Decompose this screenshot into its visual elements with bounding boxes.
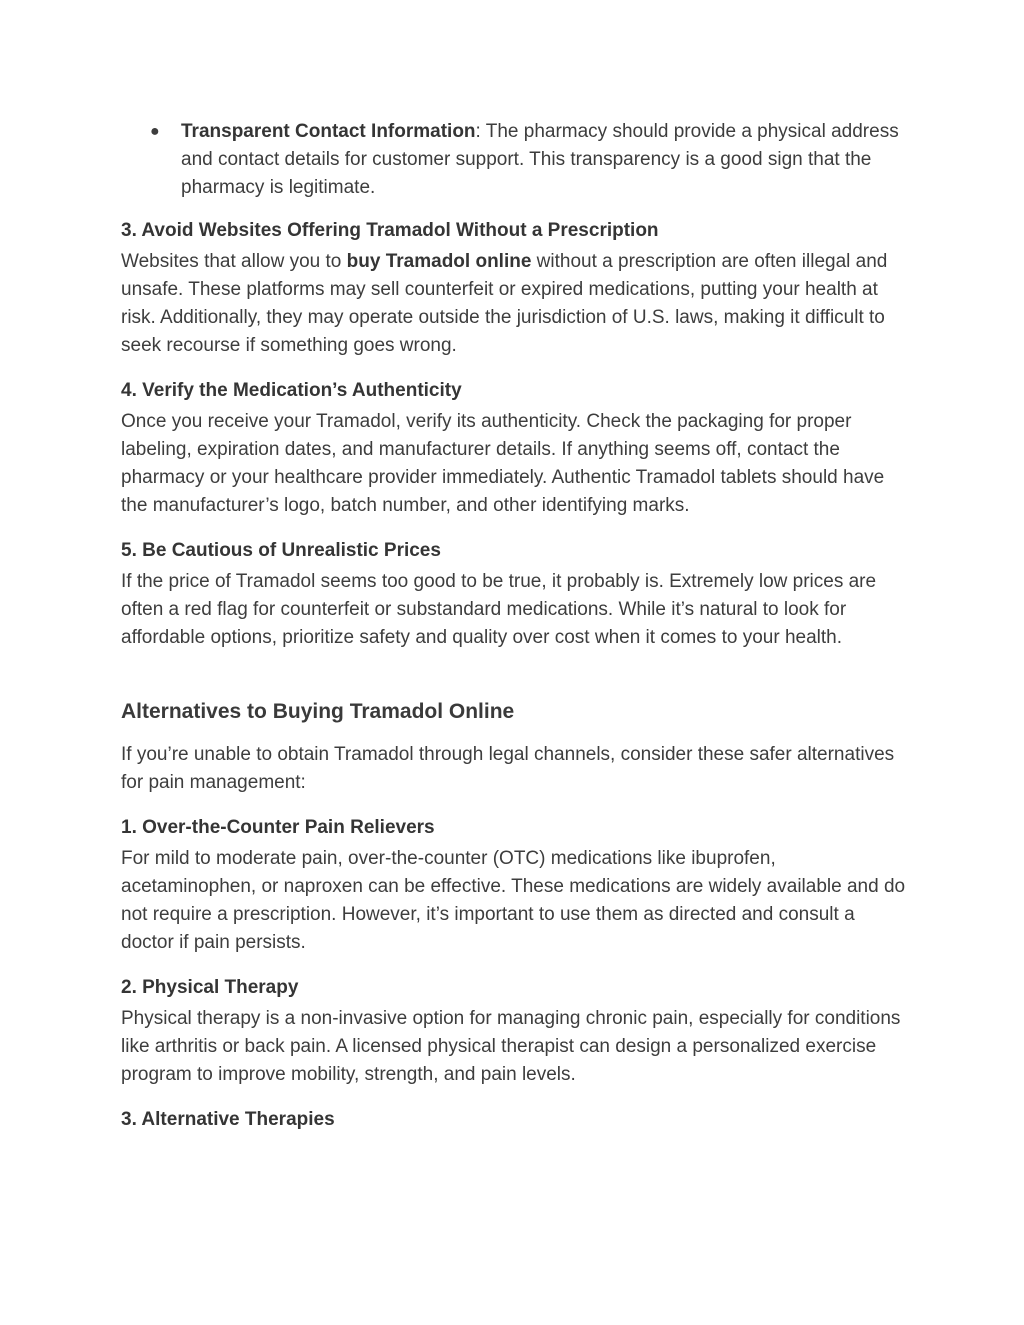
- list-item: [121, 118, 911, 202]
- bullet-term: Transparent Contact Information: [181, 121, 476, 142]
- tip-3-bold-phrase: buy Tramadol online: [346, 251, 532, 272]
- alternative-heading-physical-therapy: 2. Physical Therapy: [121, 977, 299, 998]
- bullet-icon: ●: [150, 123, 160, 140]
- paragraph-tip-4: Once you receive your Tramadol, verify its authenticity. Check the packaging for proper labeling, expiration dates, and manufacturer details. If anything seems off, contact the pharmacy or your healthcare provider immediately. Authentic Tramadol tablets should have the manufacturer’s logo, batch number, and other identifying marks.: [121, 411, 885, 516]
- section-heading-tip-5: 5. Be Cautious of Unrealistic Prices: [121, 540, 441, 561]
- tip-3-text-before: Websites that allow you to: [121, 251, 347, 272]
- section-heading-tip-4: 4. Verify the Medication’s Authenticity: [121, 380, 462, 401]
- paragraph-tip-3: [121, 248, 911, 360]
- paragraph-tip-5: If the price of Tramadol seems too good to be true, it probably is. Extremely low prices are often a red flag for counterfeit or substandard medications. While it’s natural to look for affordable options, prioritize safety and quality over cost when it comes to your health.: [121, 571, 877, 648]
- alternative-heading-therapies: 3. Alternative Therapies: [121, 1109, 335, 1130]
- alternatives-intro: If you’re unable to obtain Tramadol through legal channels, consider these safer alternatives for pain management:: [121, 744, 895, 793]
- alternative-paragraph-otc: For mild to moderate pain, over-the-counter (OTC) medications like ibuprofen, acetaminophen, or naproxen can be effective. These medications are widely available and do not require a prescription. However, it’s important to use them as directed and consult a doctor if pain persists.: [121, 848, 906, 953]
- alternatives-heading: Alternatives to Buying Tramadol Online: [121, 700, 515, 723]
- alternative-paragraph-physical-therapy: Physical therapy is a non-invasive option for managing chronic pain, especially for conditions like arthritis or back pain. A licensed physical therapist can design a personalized exercise program to improve mobility, strength, and pain levels.: [121, 1008, 901, 1085]
- tip-3-text-after: without a prescription are often illegal and unsafe. These platforms may sell counterfeit or expired medications, putting your health at risk. Additionally, they may operate outside the jurisdiction of U.S. laws, making it difficult to seek recourse if something goes wrong.: [121, 251, 888, 356]
- bullet-text: : The pharmacy should provide a physical address and contact details for customer support. This transparency is a good sign that the pharmacy is legitimate.: [181, 121, 899, 198]
- alternative-heading-otc: 1. Over-the-Counter Pain Relievers: [121, 817, 435, 838]
- document-page: [121, 118, 911, 1137]
- section-heading-tip-3: 3. Avoid Websites Offering Tramadol Without a Prescription: [121, 220, 659, 241]
